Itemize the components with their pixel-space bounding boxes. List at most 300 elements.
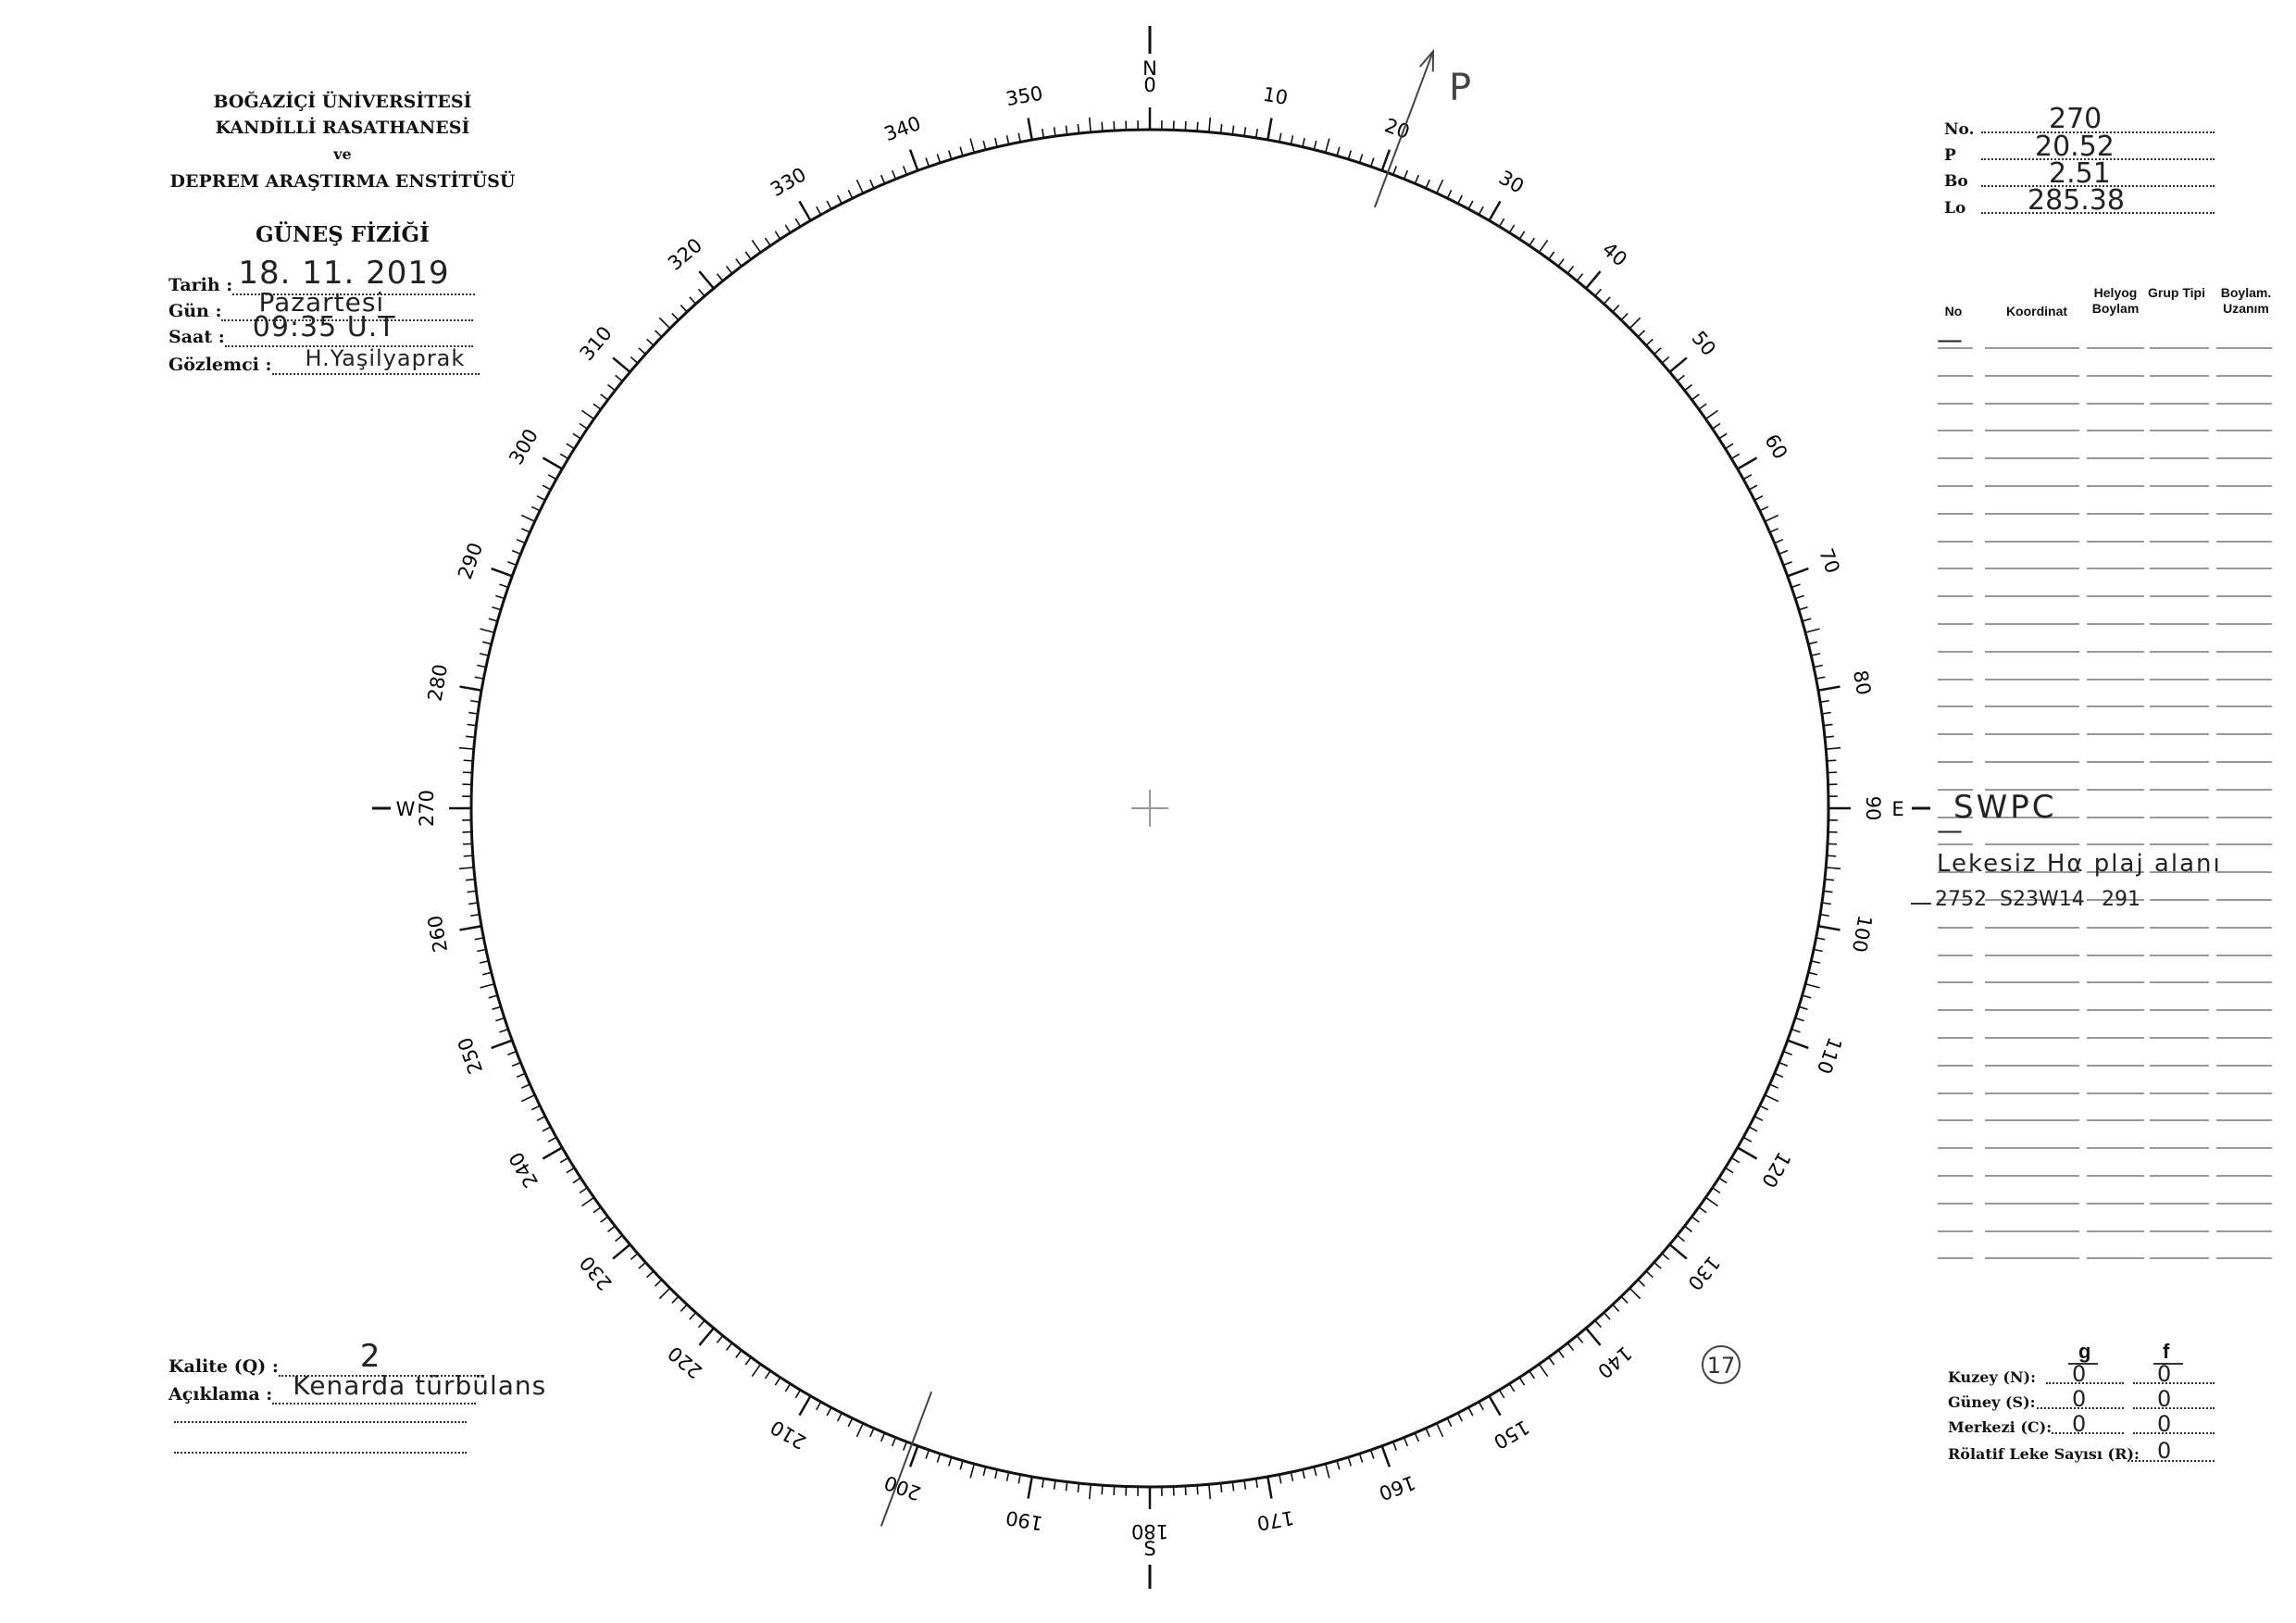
degree-tick	[881, 1433, 885, 1442]
degree-tick	[1314, 1467, 1316, 1476]
table-rule	[2150, 651, 2209, 653]
table-rule	[1938, 981, 1973, 983]
degree-tick	[983, 1467, 985, 1476]
table-rule	[2087, 1009, 2144, 1011]
degree-tick	[1090, 118, 1091, 132]
table-rule	[2150, 623, 2209, 625]
degree-tick	[1818, 687, 1841, 691]
degree-label: 250	[453, 1034, 488, 1078]
table-rule	[2216, 457, 2272, 459]
table-rule	[1938, 1257, 1973, 1259]
table-rule	[2150, 513, 2209, 515]
table-rule	[2216, 623, 2272, 625]
degree-tick	[1029, 1477, 1032, 1499]
degree-tick	[613, 357, 630, 371]
degree-tick	[560, 454, 568, 458]
table-rule	[2087, 457, 2144, 459]
degree-label: 80	[1848, 668, 1876, 697]
degree-tick	[970, 139, 974, 153]
table-rule	[2087, 761, 2144, 763]
table-rule	[1938, 595, 1973, 597]
degree-label: 100	[1847, 913, 1877, 955]
table-rule	[1985, 705, 2079, 707]
degree-tick	[1490, 1396, 1501, 1416]
table-rule	[1938, 457, 1973, 459]
degree-tick	[1382, 1446, 1390, 1467]
institution-line-4: DEPREM ARAŞTIRMA ENSTİTÜSÜ	[169, 171, 516, 192]
degree-label: 130	[1683, 1251, 1725, 1295]
col-g-header: g	[2078, 1340, 2091, 1363]
table-rule	[1985, 541, 2079, 543]
degree-tick	[1326, 1464, 1329, 1478]
p-axis-label: P	[1449, 67, 1472, 109]
degree-tick	[507, 1052, 516, 1055]
degree-tick	[1826, 748, 1841, 749]
degree-tick	[1256, 1479, 1258, 1488]
table-rule	[2216, 1257, 2272, 1259]
col-header-grup: Grup Tipi	[2148, 285, 2205, 300]
degree-label: 60	[1760, 430, 1792, 464]
degree-tick	[1348, 150, 1351, 159]
degree-tick	[581, 410, 593, 418]
degree-tick	[1662, 357, 1669, 364]
table-rule	[2150, 347, 2209, 349]
table-rule	[2216, 513, 2272, 515]
table-rule	[2150, 1257, 2209, 1259]
table-rule	[2150, 733, 2209, 735]
section-title: GÜNEŞ FİZİĞİ	[256, 222, 430, 247]
degree-tick	[659, 318, 669, 328]
count-center-label: Merkezi (C):	[1948, 1418, 2053, 1436]
degree-label: 340	[880, 111, 924, 146]
degree-tick	[1799, 1006, 1808, 1009]
table-rule	[2216, 679, 2272, 680]
degree-label: 290	[453, 539, 488, 582]
degree-tick	[1490, 201, 1501, 220]
table-rule	[2087, 1119, 2144, 1121]
table-rule	[2087, 651, 2144, 653]
degree-tick	[543, 1148, 562, 1159]
degree-label: 150	[1490, 1415, 1533, 1454]
table-rule	[1985, 1203, 2079, 1205]
table-rule	[2087, 705, 2144, 707]
degree-tick	[1820, 915, 1829, 917]
table-rule	[1938, 705, 1973, 707]
degree-label: 0	[1143, 74, 1156, 96]
degree-label: 170	[1254, 1505, 1296, 1535]
table-rule	[2216, 1092, 2272, 1094]
count-center-f: 0	[2157, 1411, 2172, 1437]
degree-tick	[531, 1105, 540, 1109]
table-rule	[1985, 679, 2079, 680]
degree-tick	[1539, 240, 1547, 252]
degree-tick	[1754, 1117, 1763, 1121]
table-rule	[2087, 817, 2144, 818]
degree-tick	[1209, 1484, 1210, 1499]
degree-tick	[1244, 127, 1245, 136]
degree-tick	[800, 1396, 811, 1416]
degree-tick	[827, 201, 831, 209]
table-rule	[1985, 981, 2079, 983]
table-rule	[2150, 1175, 2209, 1177]
degree-tick	[1054, 127, 1055, 136]
degree-tick	[1468, 201, 1473, 209]
table-rule	[2087, 1175, 2144, 1177]
degree-tick	[1805, 629, 1819, 632]
degree-label: 110	[1812, 1034, 1847, 1078]
table-rule	[1938, 1175, 1973, 1177]
degree-tick	[1267, 1477, 1271, 1499]
table-rule	[2087, 1037, 2144, 1039]
degree-tick	[1803, 995, 1812, 998]
comment-label: Açıklama :	[168, 1384, 273, 1405]
table-rule	[1938, 513, 1973, 515]
degree-tick	[960, 1461, 963, 1470]
day-label: Gün :	[168, 301, 222, 321]
swpc-dash: —	[1937, 815, 1963, 845]
table-rule	[1938, 430, 1973, 431]
table-rule	[2150, 955, 2209, 956]
degree-tick	[1818, 926, 1841, 930]
degree-tick	[1726, 1167, 1733, 1172]
table-rule	[1985, 1009, 2079, 1011]
degree-tick	[1539, 1364, 1547, 1376]
degree-label: 320	[663, 233, 707, 275]
degree-tick	[827, 1407, 831, 1416]
table-rule	[1985, 761, 2079, 763]
table-rule	[1985, 1257, 2079, 1259]
degree-tick	[567, 1167, 574, 1172]
table-rule	[1938, 623, 1973, 625]
table-rule	[2087, 843, 2144, 845]
table-rule	[1985, 1230, 2079, 1232]
param-no-value: 270	[2049, 103, 2103, 135]
degree-tick	[543, 458, 562, 469]
table-rule	[2150, 1092, 2209, 1094]
degree-tick	[1808, 972, 1817, 974]
table-rule	[2150, 430, 2209, 431]
table-rule	[1938, 1065, 1973, 1067]
degree-tick	[1788, 1041, 1809, 1048]
degree-tick	[1749, 485, 1757, 490]
degree-tick	[1209, 118, 1210, 132]
table-rule	[2087, 595, 2144, 597]
table-rule	[2150, 403, 2209, 405]
degree-tick	[460, 926, 482, 930]
degree-tick	[1447, 190, 1451, 198]
degree-tick	[567, 443, 574, 448]
table-rule	[1938, 761, 1973, 763]
degree-tick	[1705, 410, 1717, 418]
degree-tick	[1337, 1461, 1340, 1470]
degree-tick	[1670, 1244, 1687, 1258]
observer-label: Gözlemci :	[168, 355, 272, 375]
degree-label: 220	[663, 1342, 707, 1383]
degree-tick	[460, 687, 482, 691]
table-rule	[2216, 761, 2272, 763]
table-rule	[1985, 375, 2079, 377]
table-rule	[2216, 843, 2272, 845]
table-rule	[2150, 595, 2209, 597]
table-rule	[1938, 651, 1973, 653]
degree-label: 20	[1381, 114, 1413, 144]
degree-tick	[1029, 119, 1032, 141]
table-rule	[1938, 1009, 1973, 1011]
table-rule	[2087, 981, 2144, 983]
param-p-value: 20.52	[2035, 131, 2115, 163]
table-rule	[1985, 733, 2079, 735]
table-rule	[2216, 733, 2272, 735]
table-rule	[1985, 568, 2079, 569]
degree-label: 90	[1862, 795, 1884, 821]
row-pointer-dash	[1911, 903, 1931, 905]
degree-tick	[1670, 357, 1687, 371]
degree-tick	[1509, 1384, 1514, 1392]
degree-label: 350	[1004, 81, 1045, 111]
degree-tick	[1629, 1288, 1640, 1298]
table-rule	[2216, 981, 2272, 983]
degree-tick	[1567, 1343, 1573, 1351]
degree-tick	[630, 357, 638, 364]
degree-label: 50	[1687, 327, 1721, 360]
col-header-helyog: Helyog Boylam	[2091, 285, 2140, 316]
table-rule	[2150, 843, 2209, 845]
page-number: 17	[1706, 1353, 1736, 1379]
table-rule	[1938, 568, 1973, 569]
param-no-label: No.	[1944, 120, 1975, 139]
degree-tick	[1808, 642, 1817, 643]
degree-tick	[699, 1329, 713, 1345]
degree-label: 300	[505, 425, 543, 468]
table-rule	[2150, 705, 2209, 707]
table-rule	[1985, 403, 2079, 405]
table-rule	[1985, 347, 2079, 349]
table-rule	[2087, 485, 2144, 487]
degree-tick	[1814, 949, 1823, 951]
table-rule	[1985, 1175, 2079, 1177]
degree-label: 240	[505, 1148, 543, 1192]
table-rule	[2150, 1203, 2209, 1205]
table-rule	[2150, 981, 2209, 983]
table-rule	[1938, 1147, 1973, 1149]
note-entry: Lekesiz Hα plaj alanı	[1937, 850, 2222, 878]
table-rule	[2087, 375, 2144, 377]
table-rule	[2216, 705, 2272, 707]
table-rule	[1938, 1119, 1973, 1121]
degree-label: 30	[1494, 166, 1529, 198]
table-rule	[2087, 955, 2144, 956]
degree-tick	[1738, 458, 1757, 469]
degree-tick	[1267, 119, 1271, 141]
degree-tick	[1738, 1148, 1757, 1159]
institution-line-3: ve	[333, 145, 352, 163]
degree-tick	[1437, 180, 1443, 194]
degree-tick	[492, 568, 513, 576]
table-rule	[2087, 568, 2144, 569]
entry-coordinate: S23W14	[2000, 888, 2085, 911]
degree-tick	[881, 175, 885, 183]
degree-tick	[1685, 1226, 1692, 1231]
east-letter: E	[1891, 798, 1904, 820]
degree-tick	[1326, 139, 1329, 153]
table-rule	[2216, 1009, 2272, 1011]
west-letter: W	[395, 798, 416, 820]
col-header-uzanim: Boylam. Uzanım	[2220, 285, 2272, 316]
degree-tick	[1090, 1484, 1091, 1499]
first-row-mark: —	[1937, 324, 1963, 355]
degree-tick	[727, 1343, 732, 1351]
table-rule	[2087, 430, 2144, 431]
degree-tick	[1042, 1479, 1044, 1488]
table-rule	[1938, 1092, 1973, 1094]
table-rule	[2216, 871, 2272, 873]
degree-tick	[1814, 666, 1823, 668]
degree-tick	[699, 271, 713, 288]
table-rule	[1985, 1147, 2079, 1149]
degree-label: 260	[423, 913, 453, 955]
degree-tick	[1509, 225, 1514, 232]
param-p-label: P	[1944, 146, 1956, 165]
degree-label: 200	[880, 1470, 924, 1505]
time-value: 09:35 U.T	[252, 311, 396, 343]
count-north-g: 0	[2072, 1361, 2087, 1387]
degree-tick	[459, 748, 474, 749]
table-rule	[2150, 1065, 2209, 1067]
degree-tick	[1279, 133, 1281, 143]
table-rule	[2216, 1203, 2272, 1205]
table-rule	[1985, 927, 2079, 929]
quality-value: 2	[359, 1338, 381, 1375]
table-rule	[2216, 899, 2272, 901]
count-north-f: 0	[2157, 1361, 2172, 1387]
table-rule	[1938, 1230, 1973, 1232]
degree-tick	[659, 1288, 669, 1298]
date-value: 18. 11. 2019	[238, 255, 450, 292]
degree-tick	[752, 240, 760, 252]
degree-tick	[752, 1364, 760, 1376]
table-rule	[2216, 595, 2272, 597]
degree-label: 330	[767, 163, 810, 202]
degree-label: 160	[1376, 1470, 1419, 1505]
degree-label: 280	[423, 662, 453, 704]
degree-label: 190	[1004, 1505, 1045, 1535]
table-rule	[1985, 651, 2079, 653]
table-rule	[2087, 1257, 2144, 1259]
degree-tick	[1586, 1329, 1600, 1345]
degree-tick	[1765, 515, 1778, 521]
degree-tick	[630, 1254, 638, 1260]
table-rule	[2216, 1119, 2272, 1121]
table-rule	[2087, 1147, 2144, 1149]
table-rule	[2150, 375, 2209, 377]
degree-tick	[480, 984, 494, 988]
table-rule	[2216, 1065, 2272, 1067]
degree-tick	[1629, 318, 1640, 328]
degree-tick	[1382, 150, 1390, 171]
table-rule	[1985, 843, 2079, 845]
table-rule	[2150, 457, 2209, 459]
table-rule	[2150, 1230, 2209, 1232]
table-rule	[2150, 568, 2209, 569]
table-rule	[2087, 1092, 2144, 1094]
swpc-entry: SWPC	[1953, 789, 2057, 826]
date-label: Tarih :	[168, 275, 233, 295]
count-center-g: 0	[2072, 1411, 2087, 1437]
table-rule	[1985, 955, 2079, 956]
degree-tick	[910, 150, 917, 171]
relative-count-value: 0	[2157, 1438, 2172, 1464]
degree-label: 180	[1130, 1520, 1169, 1542]
degree-tick	[1705, 1197, 1717, 1205]
degree-tick	[1662, 1254, 1669, 1260]
degree-tick	[1393, 166, 1397, 174]
count-north-label: Kuzey (N):	[1948, 1368, 2036, 1386]
param-bo-label: Bo	[1944, 172, 1968, 191]
param-lo-value: 285.38	[2028, 184, 2125, 217]
table-rule	[2150, 1037, 2209, 1039]
table-rule	[1985, 457, 2079, 459]
table-rule	[1938, 375, 1973, 377]
table-rule	[2087, 347, 2144, 349]
degree-tick	[1765, 1095, 1778, 1102]
table-rule	[2216, 485, 2272, 487]
degree-tick	[521, 515, 535, 521]
degree-label: 230	[575, 1251, 617, 1295]
degree-tick	[613, 1244, 630, 1258]
table-rule	[2216, 1175, 2272, 1177]
table-rule	[2087, 1203, 2144, 1205]
degree-tick	[521, 1095, 535, 1102]
table-rule	[1985, 1065, 2079, 1067]
table-rule	[2150, 761, 2209, 763]
table-rule	[1938, 955, 1973, 956]
count-south-f: 0	[2157, 1386, 2172, 1412]
south-letter: S	[1143, 1538, 1156, 1560]
comment-value: Kenarda türbülans	[293, 1370, 547, 1401]
degree-label: 140	[1592, 1342, 1637, 1383]
degree-tick	[785, 1384, 790, 1392]
table-rule	[2150, 485, 2209, 487]
north-letter: N	[1142, 57, 1157, 80]
table-rule	[2087, 513, 2144, 515]
degree-tick	[817, 206, 821, 215]
table-rule	[2216, 817, 2272, 818]
table-rule	[2087, 789, 2144, 791]
degree-tick	[745, 252, 751, 259]
degree-tick	[1783, 1052, 1791, 1055]
degree-label: 40	[1598, 237, 1631, 271]
table-rule	[2216, 1147, 2272, 1149]
degree-tick	[1437, 1423, 1443, 1437]
degree-label: 310	[575, 321, 617, 366]
table-rule	[2216, 541, 2272, 543]
time-label: Saat :	[168, 327, 225, 347]
table-rule	[2216, 927, 2272, 929]
degree-tick	[856, 180, 863, 194]
degree-tick	[949, 150, 952, 159]
table-rule	[1938, 679, 1973, 680]
degree-label: 120	[1756, 1148, 1795, 1192]
entry-longitude: 291	[2102, 888, 2140, 911]
degree-tick	[1775, 540, 1783, 543]
degree-tick	[800, 201, 811, 220]
table-rule	[2087, 1065, 2144, 1067]
degree-tick	[1788, 568, 1809, 576]
table-rule	[1938, 1203, 1973, 1205]
degree-tick	[1468, 1407, 1473, 1416]
table-rule	[2087, 623, 2144, 625]
degree-tick	[548, 475, 556, 480]
